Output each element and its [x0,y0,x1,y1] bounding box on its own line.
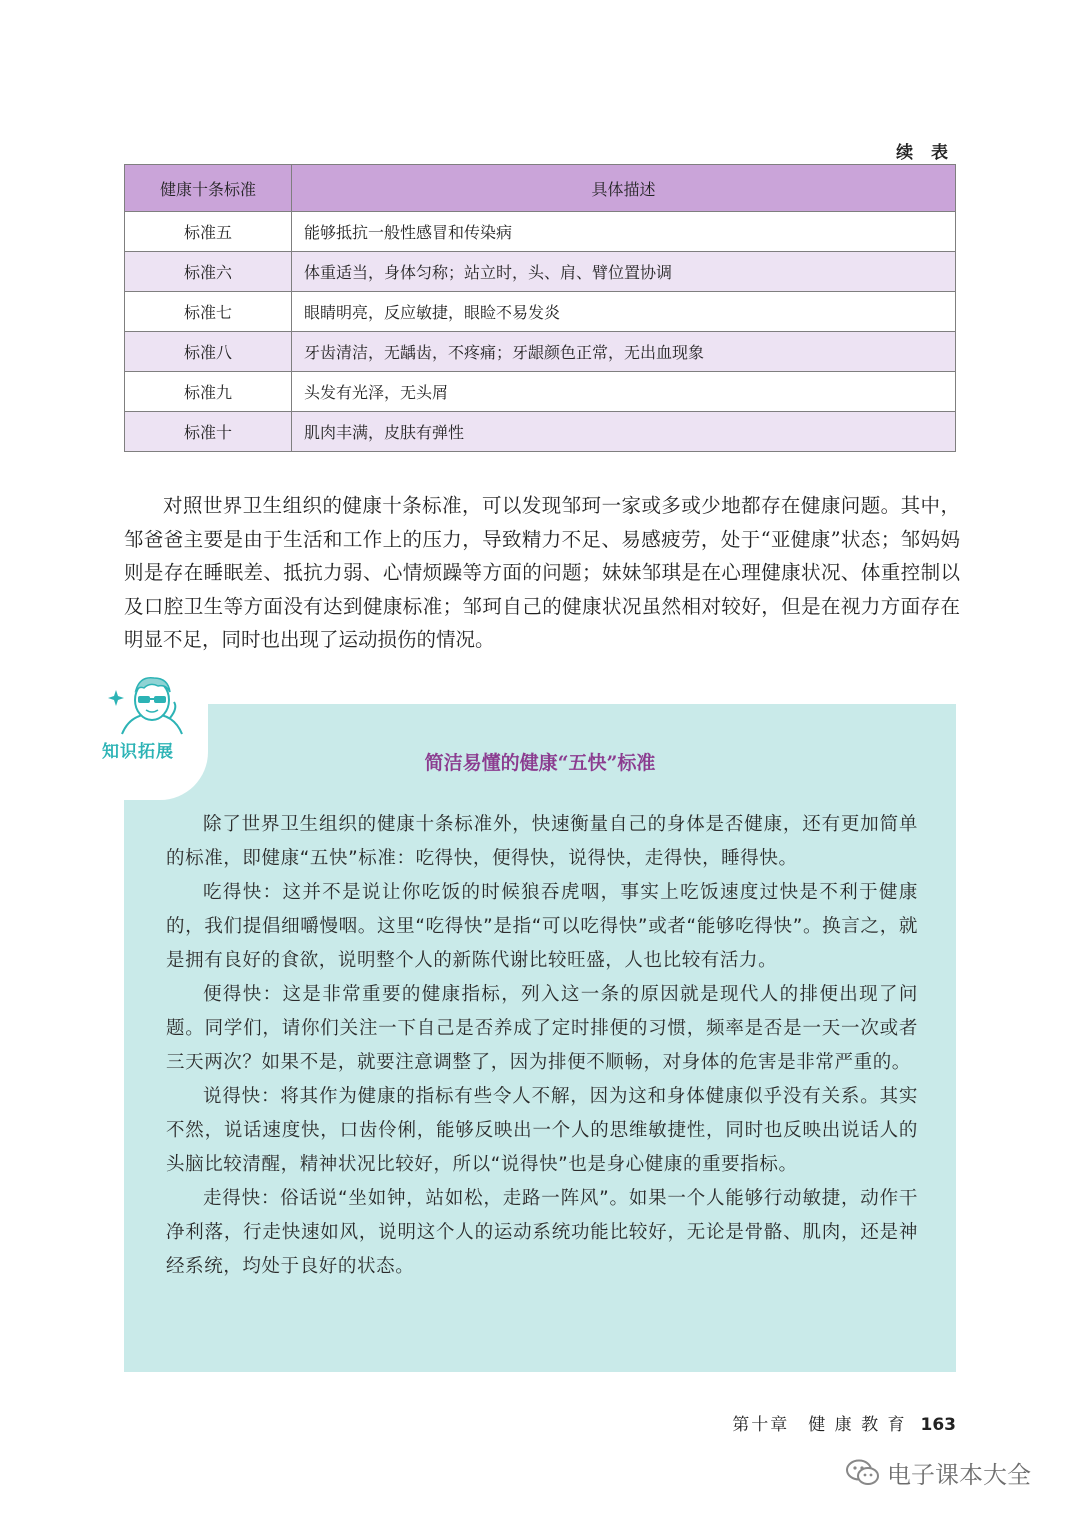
body-paragraph: 对照世界卫生组织的健康十条标准，可以发现邹珂一家或多或少地都存在健康问题。其中，邹爸爸主要是由于生活和工作上的压力，导致精力不足、易感疲劳，处于“亚健康”状态；邹妈妈则是存在睡眠差、抵抗力弱、心情烦躁等方面的问题；妹妹邹琪是在心理健康状况、体重控制以及口腔卫生等方面没有达到健康标准；邹珂自己的健康状况虽然相对较好，但是在视力方面存在明显不足，同时也出现了运动损伤的情况。 [124,494,960,651]
table-row [125,412,956,452]
extension-paragraph: 除了世界卫生组织的健康十条标准外，快速衡量自己的身体是否健康，还有更加简单的标准，即健康“五快”标准：吃得快，便得快，说得快，走得快，睡得快。 [166,814,918,869]
table-row [125,212,956,252]
column-header-description: 具体描述 [292,165,956,212]
extension-paragraph: 走得快：俗话说“坐如钟，站如松，走路一阵风”。如果一个人能够行动敏捷，动作干净利落，行走快速如风，说明这个人的运动系统功能比较好，无论是骨骼、肌肉，还是神经系统，均处于良好的状态。 [166,1188,918,1277]
table-row [125,292,956,332]
extension-title: 简洁易懂的健康“五快”标准 [424,752,656,774]
wechat-icon [845,1458,881,1488]
table-row [125,372,956,412]
table-row [125,252,956,292]
chapter-title: 第十章 健 康 教 育 [732,1415,907,1435]
watermark-text: 电子课本大全 [887,1461,1031,1489]
continued-label: 续 表 [896,143,954,163]
description-cell: 能够抵抗一般性感冒和传染病 [292,212,956,252]
standard-cell: 标准七 [125,292,292,332]
column-header-standard: 健康十条标准 [125,165,292,212]
description-cell: 眼睛明亮，反应敏捷，眼睑不易发炎 [292,292,956,332]
extension-body [166,808,918,1284]
description-cell: 牙齿清洁，无龋齿，不疼痛；牙龈颜色正常，无出血现象 [292,332,956,372]
description-cell: 头发有光泽，无头屑 [292,372,956,412]
standard-cell: 标准六 [125,252,292,292]
table-header-row [125,165,956,212]
watermark [845,1455,1031,1490]
extension-paragraph: 说得快：将其作为健康的指标有些令人不解，因为这和身体健康似乎没有关系。其实不然，说话速度快，口齿伶俐，能够反映出一个人的思维敏捷性，同时也反映出说话人的头脑比较清醒，精神状况比较好，所以“说得快”也是身心健康的重要指标。 [166,1086,918,1175]
page-number: 163 [920,1415,956,1435]
standard-cell: 标准五 [125,212,292,252]
standard-cell: 标准八 [125,332,292,372]
description-cell: 肌肉丰满，皮肤有弹性 [292,412,956,452]
health-standards-table [124,164,956,452]
page-footer [732,1410,956,1435]
professor-mascot-icon [100,672,200,742]
extension-paragraph: 便得快：这是非常重要的健康指标，列入这一条的原因就是现代人的排便出现了问题。同学们，请你们关注一下自己是否养成了定时排便的习惯，频率是否是一天一次或者三天两次？如果不是，就要注意调整了，因为排便不顺畅，对身体的危害是非常严重的。 [166,984,918,1073]
extension-paragraph: 吃得快：这并不是说让你吃饭的时候狼吞虎咽，事实上吃饭速度过快是不利于健康的，我们提倡细嚼慢咽。这里“吃得快”是指“可以吃得快”或者“能够吃得快”。换言之，就是拥有良好的食欲，说明整个人的新陈代谢比较旺盛，人也比较有活力。 [166,882,918,971]
table-row [125,332,956,372]
description-cell: 体重适当，身体匀称；站立时，头、肩、臂位置协调 [292,252,956,292]
standard-cell: 标准九 [125,372,292,412]
extension-label: 知识拓展 [102,742,174,762]
standard-cell: 标准十 [125,412,292,452]
